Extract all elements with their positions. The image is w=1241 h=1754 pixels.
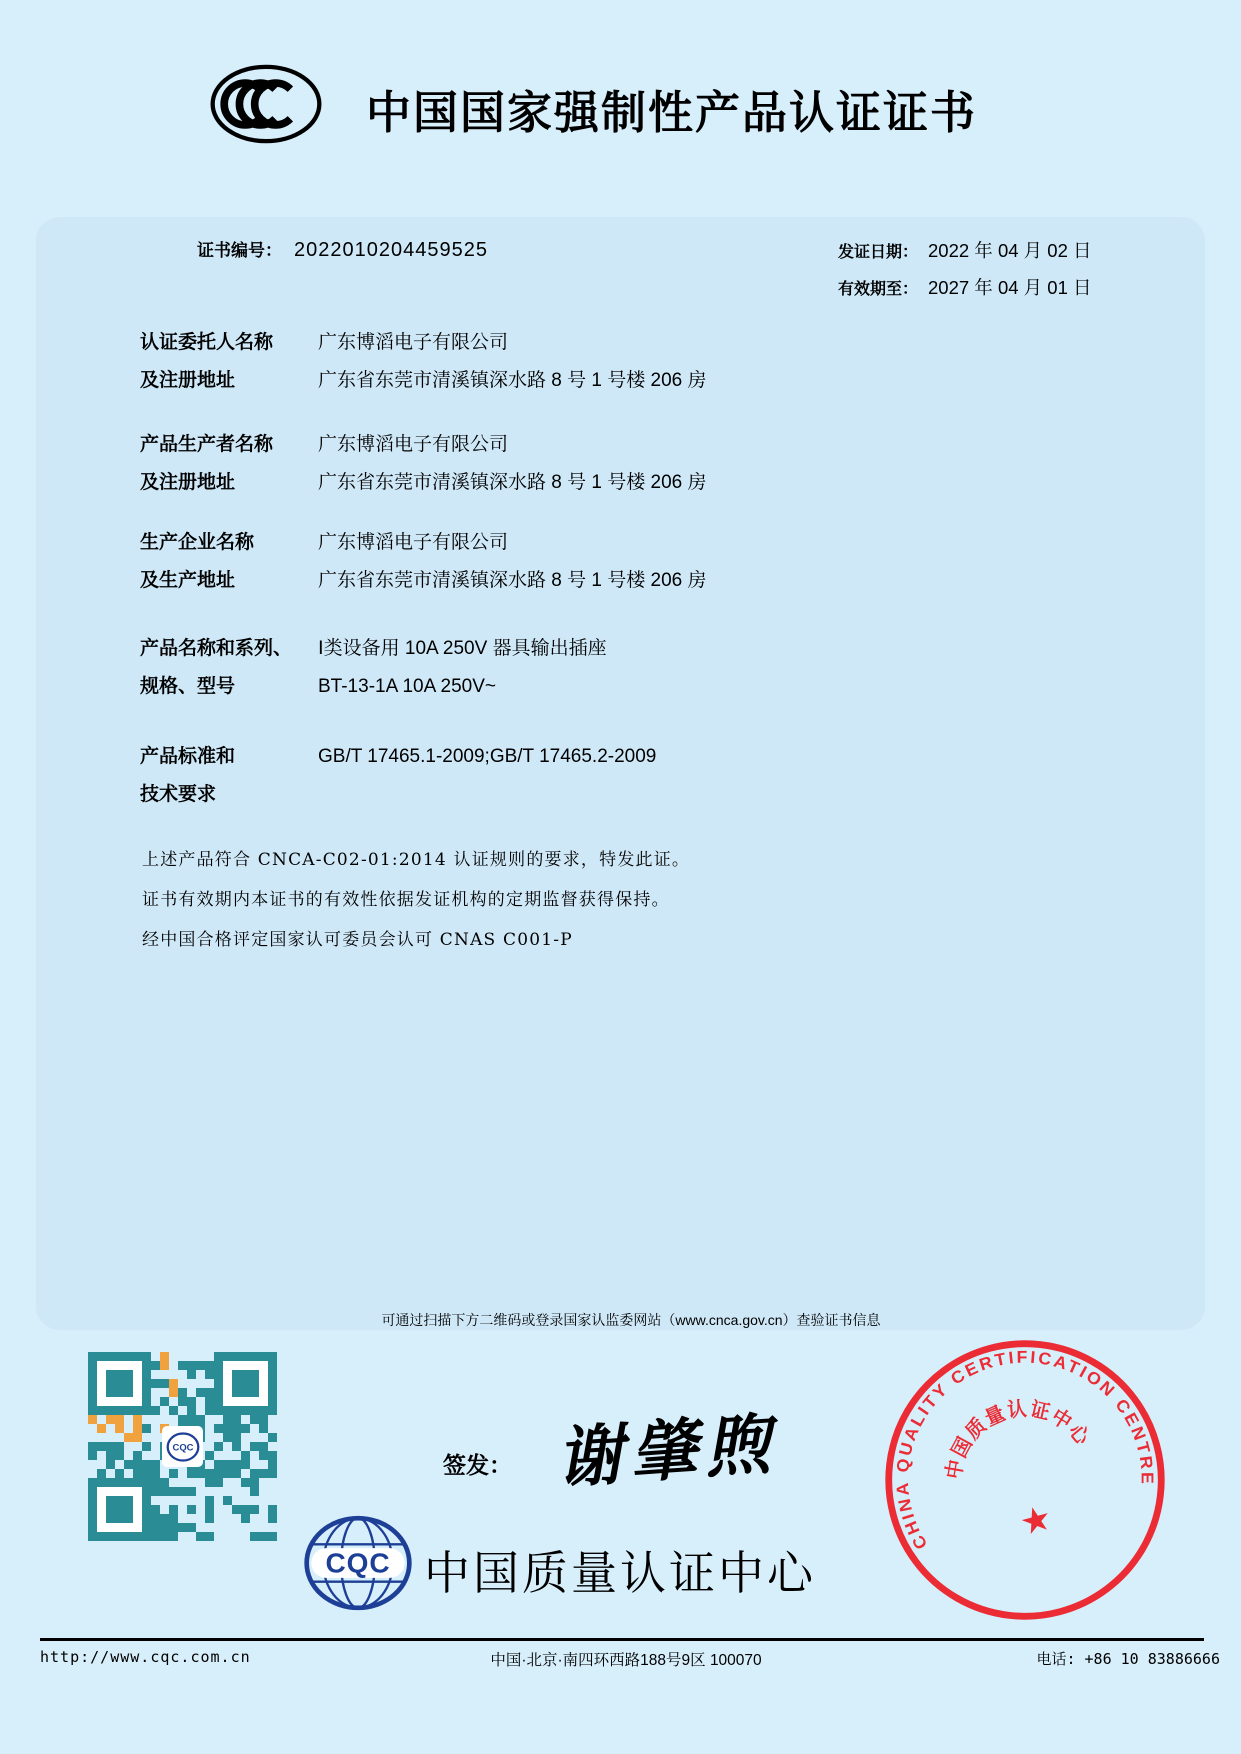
field-standard-label-line2: 技术要求 (140, 784, 217, 805)
field-factory-value-line2: 广东省东莞市清溪镇深水路 8 号 1 号楼 206 房 (318, 570, 707, 591)
issue-date-row (838, 237, 1092, 263)
statement-line-2: 证书有效期内本证书的有效性依据发证机构的定期监督获得保持。 (142, 890, 670, 910)
certificate-number-value: 2022010204459525 (294, 239, 488, 261)
field-applicant-label-line2: 及注册地址 (140, 370, 236, 391)
valid-date-value: 2027 年 04 月 01 日 (928, 277, 1092, 298)
certificate-number-row (197, 236, 488, 262)
issue-date-value: 2022 年 04 月 02 日 (928, 240, 1092, 261)
field-factory-label-line2: 及生产地址 (140, 570, 236, 591)
page-title: 中国国家强制性产品认证证书 (366, 87, 978, 138)
star-icon: ★ (1015, 1497, 1057, 1544)
svg-text:CQC: CQC (325, 1547, 391, 1579)
field-manufacturer-value-line2: 广东省东莞市清溪镇深水路 8 号 1 号楼 206 房 (318, 472, 707, 493)
red-seal-stamp (879, 1334, 1171, 1626)
field-standard-value-line1: GB/T 17465.1-2009;GB/T 17465.2-2009 (318, 746, 657, 767)
qr-center-logo (162, 1426, 203, 1467)
qr-code (88, 1352, 277, 1541)
stamp-center-text: 中国质量认证中心 (942, 1397, 1096, 1481)
field-applicant-label-line1: 认证委托人名称 (140, 332, 274, 353)
issue-date-label: 发证日期： (838, 242, 919, 261)
field-manufacturer-label-line2: 及注册地址 (140, 472, 236, 493)
stamp-ring-text: CHINA QUALITY CERTIFICATION CENTRE (892, 1347, 1157, 1553)
footer-address: 中国·北京·南四环西路188号9区 100070 (490, 1652, 762, 1669)
field-applicant-value-line1: 广东博滔电子有限公司 (318, 332, 509, 353)
svg-text:CQC: CQC (172, 1442, 193, 1454)
statements (142, 840, 690, 960)
field-manufacturer-label-line1: 产品生产者名称 (140, 434, 274, 455)
footer-website: http://www.cqc.com.cn (40, 1648, 251, 1666)
field-product-label-line2: 规格、型号 (140, 676, 236, 697)
field-product-label-line1: 产品名称和系列、 (140, 638, 293, 659)
field-factory-value-line1: 广东博滔电子有限公司 (318, 532, 509, 553)
date-block (838, 237, 1092, 300)
field-product-value-line2: BT-13-1A 10A 250V~ (318, 676, 496, 697)
issuer-name: 中国质量认证中心 (424, 1547, 816, 1599)
certificate-number-label: 证书编号： (197, 241, 282, 261)
field-manufacturer-value-line1: 广东博滔电子有限公司 (318, 434, 509, 455)
signature: 谢肇煦 (553, 1404, 781, 1498)
footer-phone: 电话: +86 10 83886666 (1036, 1650, 1220, 1668)
field-product-value-line1: Ⅰ类设备用 10A 250V 器具输出插座 (318, 638, 607, 659)
valid-date-row (838, 274, 1092, 300)
field-applicant-value-line2: 广东省东莞市清溪镇深水路 8 号 1 号楼 206 房 (318, 370, 707, 391)
ccc-logo-icon (207, 64, 325, 144)
cqc-globe-icon (302, 1514, 414, 1612)
statement-line-3: 经中国合格评定国家认可委员会认可 CNAS C001-P (142, 930, 573, 950)
signed-by-label: 签发： (443, 1452, 512, 1479)
footer-divider (40, 1638, 1204, 1641)
statement-line-1: 上述产品符合 CNCA-C02-01:2014 认证规则的要求，特发此证。 (142, 850, 691, 870)
field-factory-label-line1: 生产企业名称 (140, 532, 255, 553)
valid-date-label: 有效期至： (838, 279, 919, 298)
field-standard-label-line1: 产品标准和 (140, 746, 236, 767)
svg-text:中国质量认证中心 (926, 1380, 1097, 1487)
verification-footnote: 可通过扫描下方二维码或登录国家认监委网站（www.cnca.gov.cn）查验证书信息 (381, 1312, 881, 1328)
